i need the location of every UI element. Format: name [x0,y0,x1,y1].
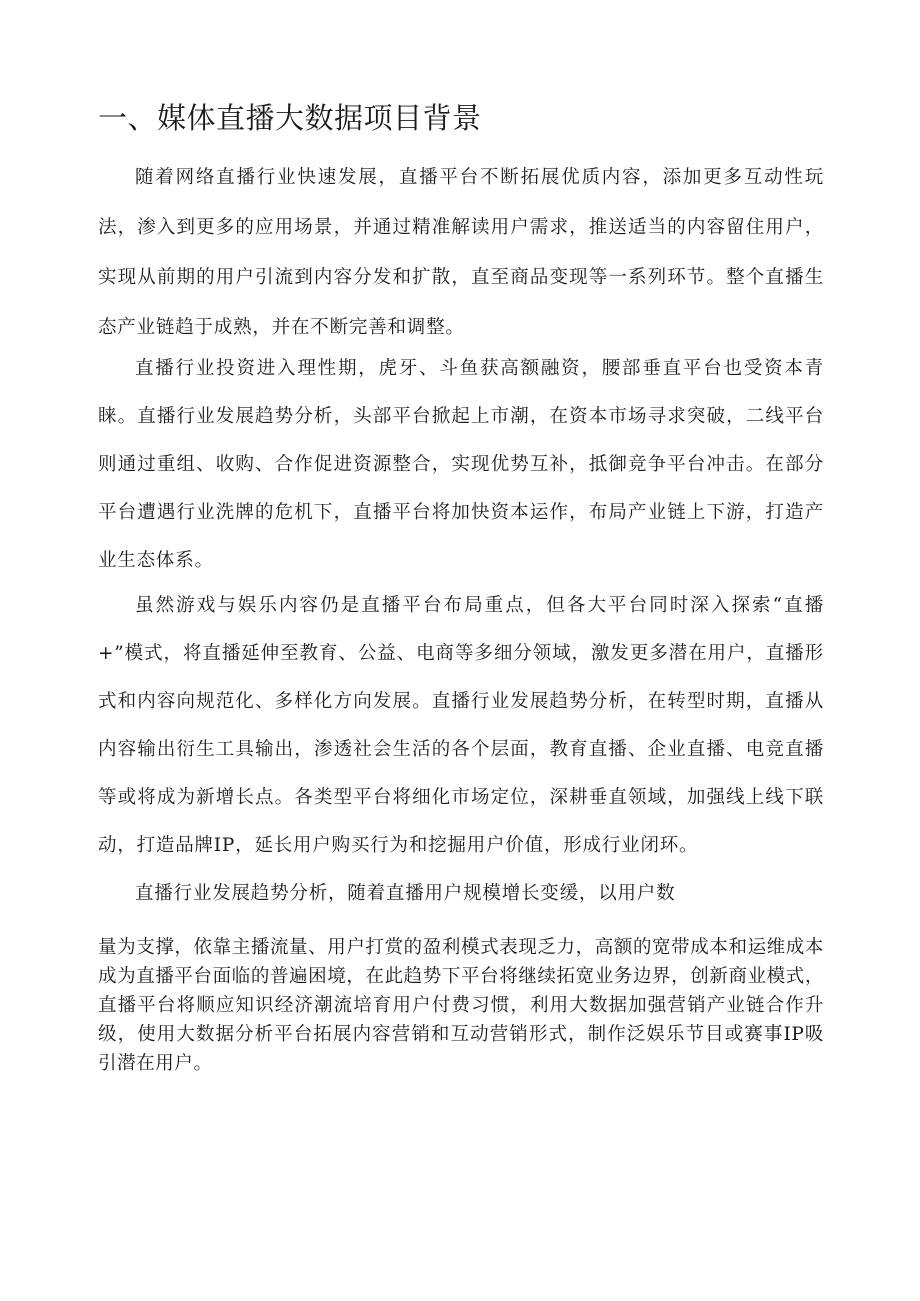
paragraph-3: 虽然游戏与娱乐内容仍是直播平台布局重点，但各大平台同时深入探索“直播+”模式，将直播延伸至教育、公益、电商等多细分领域，激发更多潜在用户，直播形式和内容向规范化、多样化方向发展。直播行业发展趋势分析，在转型时期，直播从内容输出衍生工具输出，渗透社会生活的各个层面，教育直播、企业直播、电竞直播等或将成为新增长点。各类型平台将细化市场定位，深耕垂直领域，加强线上线下联动，打造品牌IP，延长用户购买行为和挖掘用户价值，形成行业闭环。 [98,595,824,856]
paragraph-5: 量为支撑，依靠主播流量、用户打赏的盈利模式表现乏力，高额的宽带成本和运维成本成为直播平台面临的普遍困境，在此趋势下平台将继续拓宽业务边界，创新商业模式，直播平台将顺应知识经济潮流培育用户付费习惯，利用大数据加强营销产业链合作升级，使用大数据分析平台拓展内容营销和互动营销形式，制作泛娱乐节目或赛事IP吸引潜在用户。 [98,937,824,1074]
section-heading: 一、媒体直播大数据项目背景 [98,101,482,135]
paragraph-1: 随着网络直播行业快速发展，直播平台不断拓展优质内容，添加更多互动性玩法，渗入到更多的应用场景，并通过精准解读用户需求，推送适当的内容留住用户，实现从前期的用户引流到内容分发和扩散，直至商品变现等一系列环节。整个直播生态产业链趋于成熟，并在不断完善和调整。 [98,167,824,338]
paragraph-4: 直播行业发展趋势分析，随着直播用户规模增长变缓，以用户数 [135,883,676,904]
paragraph-2: 直播行业投资进入理性期，虎牙、斗鱼获高额融资，腰部垂直平台也受资本青睐。直播行业发展趋势分析，头部平台掀起上市潮，在资本市场寻求突破，二线平台则通过重组、收购、合作促进资源整合，实现优势互补，抵御竞争平台冲击。在部分平台遭遇行业洗牌的危机下，直播平台将加快资本运作，布局产业链上下游，打造产业生态体系。 [98,358,824,571]
